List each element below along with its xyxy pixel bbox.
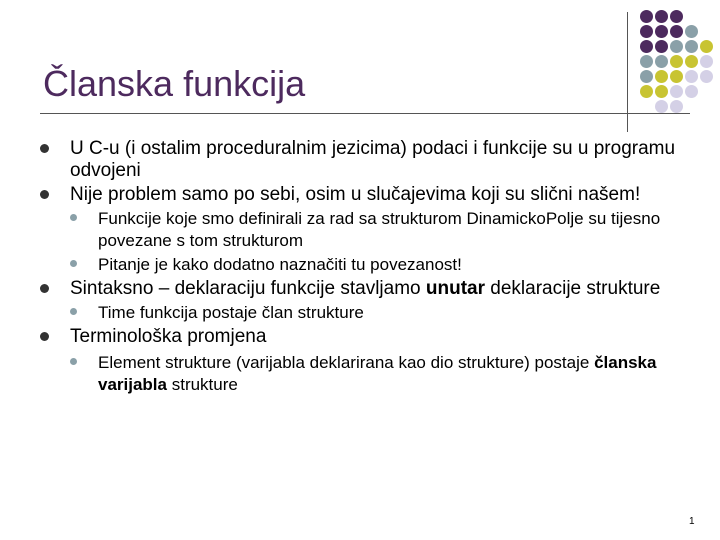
list-item [40, 138, 680, 182]
bullet-text: Funkcije koje smo definirali za rad sa strukturom DinamickoPolje su tijesno povezane s tom strukturom [98, 209, 661, 250]
list-item [40, 278, 680, 300]
bullet-text: Pitanje je kako dodatno naznačiti tu povezanost! [98, 255, 462, 274]
emphasis-text: unutar [425, 278, 486, 299]
bullet-icon [40, 190, 49, 199]
emphasis-text: članska varijabla [98, 353, 657, 394]
bullet-text: Nije problem samo po sebi, osim u slučajevima koji su slični našem! [70, 184, 641, 205]
bullet-text-part: deklaracije strukture [485, 278, 661, 299]
bullet-icon [40, 284, 49, 293]
sub-list-item [70, 208, 680, 252]
sub-list-item [70, 254, 680, 276]
list-item [40, 326, 680, 348]
sub-bullet-icon [70, 260, 77, 267]
bullet-text-part: Element strukture (varijabla deklarirana kao dio strukture) postaje [98, 353, 595, 372]
bullet-icon [40, 332, 49, 341]
sub-bullet-icon [70, 214, 77, 221]
bullet-icon [40, 144, 49, 153]
title-underline [40, 113, 690, 114]
page-number: 1 [689, 516, 695, 527]
bullet-text-part: strukture [167, 375, 238, 394]
bullet-list [40, 138, 680, 398]
slide-title: Članska funkcija [43, 63, 306, 104]
bullet-text: Time funkcija postaje član strukture [98, 303, 364, 322]
sub-list-item [70, 352, 680, 396]
sub-list-item [70, 302, 680, 324]
bullet-text-part: Sintaksno – deklaraciju funkcije stavljamo [70, 278, 426, 299]
vertical-divider [627, 12, 628, 132]
bullet-text: U C-u (i ostalim proceduralnim jezicima) podaci i funkcije su u programu odvojeni [70, 138, 676, 181]
list-item [40, 184, 680, 206]
sub-bullet-icon [70, 308, 77, 315]
sub-bullet-icon [70, 358, 77, 365]
bullet-text: Terminološka promjena [70, 326, 267, 347]
